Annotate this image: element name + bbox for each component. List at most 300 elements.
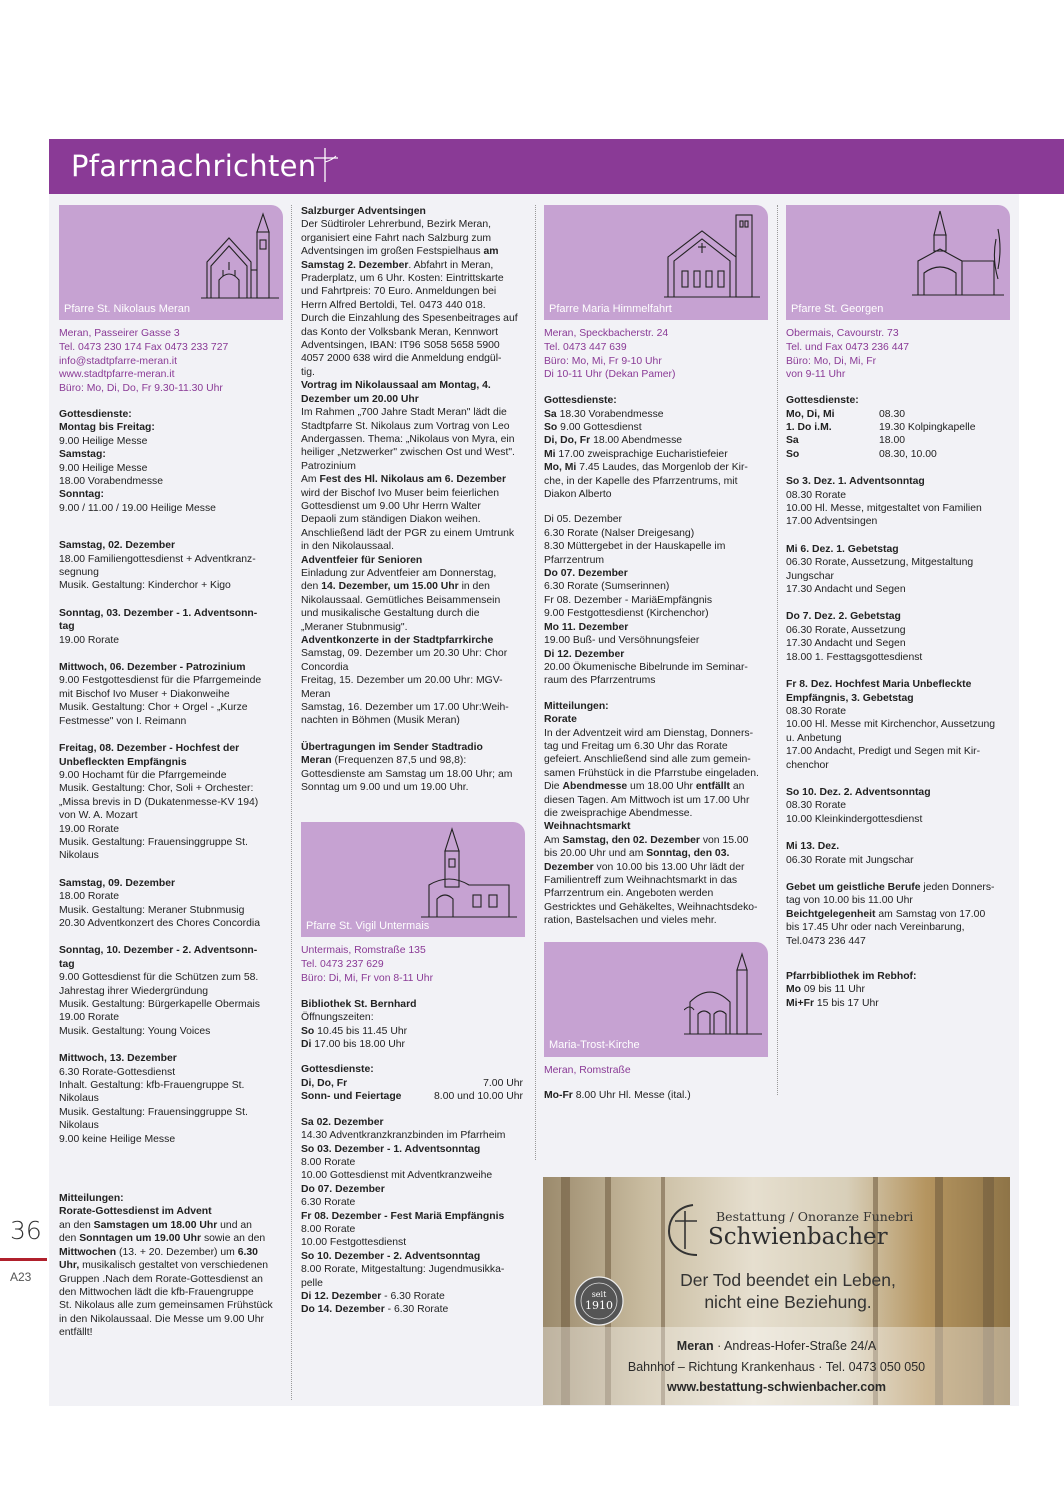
text: musikalisch gestaltet von verschiedenen — [79, 1260, 269, 1272]
text-line — [544, 847, 766, 860]
text-line — [301, 1129, 523, 1142]
seal-since: seit — [591, 1290, 607, 1299]
text-line — [786, 970, 1008, 983]
text: Im Rahmen „700 Jahre Stadt Meran" lädt die — [301, 407, 507, 419]
bold-text: Sonntagen um 19.00 Uhr — [79, 1233, 202, 1245]
office-hours: Büro: Mo, Di, Mi, Fr — [786, 355, 877, 367]
text: pelle — [301, 1277, 323, 1289]
text: 15 bis 17 Uhr — [814, 997, 879, 1009]
text: Anschließend lädt der PGR zu einem Umtrunk — [301, 527, 515, 539]
issue-code: A23 — [10, 1270, 32, 1284]
text-line — [301, 1303, 523, 1316]
text-line — [544, 901, 766, 914]
event-heading: Sonntag, 03. Dezember - 1. Adventsonn- — [59, 607, 258, 619]
parish-name: Pfarre St. Vigil Untermais — [306, 920, 430, 933]
event-line: mit Bischof Ivo Muser + Diakonweihe — [59, 688, 230, 700]
bold-text: am — [483, 246, 499, 258]
ad-street: · Andreas-Hofer-Straße 24/A — [713, 1339, 877, 1353]
text-line — [544, 580, 766, 593]
text-line — [301, 781, 523, 794]
text: 10.45 bis 11.45 Uhr — [314, 1025, 408, 1037]
text: 6.30 Rorate — [301, 1197, 356, 1209]
event-line: Nikolaus — [59, 1093, 99, 1105]
text-line — [301, 500, 523, 513]
text-line — [301, 513, 523, 526]
section-title: Pfarrnachrichten — [71, 149, 317, 183]
seal-year: 1910 — [585, 1299, 613, 1312]
text-line — [544, 1089, 766, 1102]
text-line — [301, 1196, 523, 1209]
bold-text: Gebet um geistliche Berufe — [786, 881, 921, 893]
text: bis 17.45 Uhr oder nach Vereinbarung, — [786, 922, 965, 934]
service-day: Mo, Di, Mi — [786, 408, 835, 420]
text-line — [59, 1326, 284, 1339]
church-card — [544, 942, 768, 1057]
text: heiliger „Netzwerker" zwischen Ost und West". — [301, 447, 515, 459]
text: sowie an den — [201, 1233, 266, 1245]
text-line — [544, 421, 766, 434]
event-heading: So 10. Dez. 2. Adventsonntag — [786, 786, 931, 798]
event-line: 08.30 Rorate — [786, 489, 847, 501]
text: 10.00 Gottesdienst mit Adventkranzweihe — [301, 1170, 493, 1182]
slogan-line: nicht eine Beziehung. — [704, 1292, 872, 1312]
text: und musikalische Gestaltung durch die — [301, 608, 480, 620]
text-line — [786, 894, 1008, 907]
text: In der Adventzeit wird am Dienstag, Donners- — [544, 727, 754, 739]
text-line — [786, 983, 1008, 996]
text-line — [301, 259, 523, 272]
text: Am — [544, 834, 563, 846]
address-line: Meran, Passeirer Gasse 3 — [59, 328, 180, 339]
office-hours: Di 10-11 Uhr (Dekan Pamer) — [544, 369, 676, 381]
text-line — [301, 420, 523, 433]
parish-address — [786, 327, 1008, 382]
bold-text: Mi — [544, 448, 556, 460]
text-line — [544, 820, 766, 833]
email-link[interactable]: info@stadtpfarre-meran.it — [59, 355, 177, 367]
column-divider — [777, 205, 778, 1095]
text-line — [301, 366, 523, 379]
notices-block — [59, 1192, 284, 1339]
event — [786, 786, 1008, 826]
text: „Meraner Stubnmusig". — [301, 621, 408, 633]
text: von 10.00 bis 13.00 Uhr lädt der — [593, 861, 745, 873]
text: 8.00 Uhr Hl. Messe (ital.) — [572, 1090, 691, 1102]
text-line — [301, 741, 523, 754]
text: 10.00 Festgottesdienst — [301, 1237, 407, 1249]
bold-text: Fest des Hl. Nikolaus am 6. Dezember — [319, 474, 507, 486]
event — [59, 661, 284, 728]
text-line — [544, 434, 766, 447]
text: Pfarrzentrum — [544, 554, 605, 566]
text: Samstag, 16. Dezember um 17.00 Uhr:Weih- — [301, 702, 509, 714]
event-heading: Mi 6. Dez. 1. Gebetstag — [786, 543, 899, 555]
text-line — [544, 727, 766, 740]
office-hours: Büro: Di, Mi, Fr von 8-11 Uhr — [301, 973, 434, 985]
text-line — [59, 1273, 284, 1286]
address-line: Obermais, Cavourstr. 73 — [786, 328, 899, 339]
event-line: u. Anbetung — [786, 732, 842, 744]
text-line — [544, 648, 766, 661]
parish-card — [59, 205, 283, 320]
service-row — [786, 448, 1008, 461]
service-day: Sa — [786, 435, 799, 447]
church-illustration — [419, 827, 519, 919]
bold-text: Di, Do, Fr — [544, 435, 591, 447]
text-line — [301, 580, 523, 593]
text: Gruppen .Nach dem Rorate-Gottesdienst an — [59, 1273, 263, 1285]
event-line: Jungschar — [786, 570, 834, 582]
address-line: Meran, Romstraße — [544, 1064, 631, 1076]
text-line — [59, 1259, 284, 1272]
text: in den Nikolaussaal. — [301, 541, 394, 553]
parish-address — [301, 944, 523, 985]
text: Gottesdienst um 9.00 Uhr Herrn Walter — [301, 500, 481, 512]
text-line — [301, 661, 523, 674]
event-line: 18.00 1. Festtagsgottesdienst — [786, 651, 923, 663]
text-line — [544, 874, 766, 887]
phone-line: Tel. 0473 237 629 — [301, 959, 384, 971]
text: tig. — [301, 366, 315, 378]
event-line: 17.00 Adventsingen — [786, 516, 878, 528]
text: Fr 08. Dezember - MariäEmpfängnis — [544, 594, 713, 606]
text: in den — [458, 581, 490, 593]
text-line — [301, 1116, 523, 1129]
mass-times — [544, 1089, 766, 1102]
text: . Abfahrt in Meran, — [408, 259, 494, 271]
event — [786, 840, 1008, 867]
services-block — [59, 408, 284, 515]
service-row — [786, 421, 1008, 434]
event-line: Nikolaus — [59, 850, 99, 862]
text: 19.00 Buß- und Versöhnungsfeier — [544, 635, 700, 647]
text-line — [786, 997, 1008, 1010]
services-block — [301, 1063, 523, 1103]
text-line — [301, 352, 523, 365]
notice-title: Rorate-Gottesdienst im Advent — [59, 1206, 212, 1218]
event-line: Musik. Gestaltung: Young Voices — [59, 1025, 211, 1037]
text-line — [301, 1210, 523, 1223]
event — [59, 944, 284, 1038]
text-line — [544, 807, 766, 820]
text: 6.30 Rorate (Nalser Dreigesang) — [544, 527, 695, 539]
bold-text: Mittwochen — [59, 1246, 117, 1258]
service-row — [301, 1077, 523, 1090]
text: gefeiert. Anschließend sind alle zum gemein- — [544, 754, 751, 766]
event — [59, 742, 284, 863]
text: - 6.30 Rorate — [381, 1290, 445, 1302]
event — [59, 539, 284, 593]
text-line — [301, 1183, 523, 1196]
text-line — [59, 1219, 284, 1232]
event-line: 6.30 Rorate-Gottesdienst — [59, 1066, 176, 1078]
event-line: 18.00 Rorate — [59, 891, 120, 903]
text-line — [301, 768, 523, 781]
bold-text: Mi+Fr — [786, 997, 815, 1009]
event-line: Musik. Gestaltung: Frauensinggruppe St. — [59, 836, 248, 848]
text: Meran — [301, 688, 331, 700]
services-heading: Gottesdienste: — [786, 395, 859, 407]
text-line — [301, 1025, 523, 1038]
bold-text: Sa — [544, 408, 557, 420]
website-link[interactable]: www.stadtpfarre-meran.it — [59, 369, 175, 381]
service-time: 9.00 Heilige Messe — [59, 462, 148, 474]
funeral-home-advertisement[interactable] — [543, 1177, 1010, 1405]
event-heading: Empfängnis, 3. Gebetstag — [786, 692, 914, 704]
event-line: 10.00 Hl. Messe mit Kirchenchor, Aussetzung — [786, 719, 996, 731]
text-line — [544, 740, 766, 753]
text-line — [544, 753, 766, 766]
text-line — [301, 688, 523, 701]
bold-text: Salzburger Adventsingen — [301, 206, 426, 217]
text: die zweisprachige Abendmesse. — [544, 807, 693, 819]
text: entfällt! — [59, 1327, 93, 1339]
text: in den Nikolaussaal. Die Messe um 9.00 Uhr — [59, 1313, 265, 1325]
text: 17.00 bis 18.00 Uhr — [311, 1039, 405, 1051]
text-line — [544, 700, 766, 713]
event — [786, 678, 1008, 772]
events-list — [544, 513, 766, 687]
text: und Fahrtpreis: 70 Euro. Anmeldungen bei — [301, 286, 497, 298]
event-heading: Freitag, 08. Dezember - Hochfest der — [59, 743, 240, 755]
event — [59, 607, 284, 647]
text: 6.30 Rorate (Sumserinnen) — [544, 581, 670, 593]
bold-text: entfällt — [695, 781, 730, 793]
bold-text: Samstag, den 02. Dezember — [562, 834, 700, 846]
service-day: Di, Do, Fr — [301, 1077, 348, 1089]
event-line: chenchor — [786, 759, 829, 771]
event-heading: Fr 8. Dez. Hochfest Maria Unbefleckte — [786, 679, 972, 691]
cross-icon — [311, 147, 341, 183]
bold-text: Vortrag im Nikolaussaal am Montag, 4. — [301, 380, 491, 392]
bold-text: So 03. Dezember - 1. Adventsonntag — [301, 1143, 481, 1155]
text: Adventsingen, IBAN: IT96 S058 5658 5900 — [301, 340, 500, 352]
office-hours: Büro: Mo, Mi, Fr 9-10 Uhr — [544, 355, 662, 367]
text: Stadtpfarre St. Nikolaus zum Vortrag von Leo — [301, 420, 510, 432]
text-line — [544, 887, 766, 900]
text-line — [301, 446, 523, 459]
bold-text: Di 12. Dezember — [544, 648, 625, 660]
text: Gottesdienste am Samstag um 18.00 Uhr; am — [301, 768, 513, 780]
service-day: 1. Do i.M. — [786, 422, 832, 433]
event-line: 19.00 Rorate — [59, 1012, 120, 1024]
text-line — [301, 754, 523, 767]
text-line — [301, 473, 523, 486]
event-line: 9.00 Festgottesdienst für die Pfarrgemeinde — [59, 675, 262, 687]
text-line — [301, 433, 523, 446]
event-line: Jahrestag ihrer Wiedergründung — [59, 985, 209, 997]
text-line — [301, 1277, 523, 1290]
church-illustration — [199, 210, 281, 300]
text: 8.30 Müttergebet in der Hauskapelle im — [544, 541, 726, 553]
text: Di 05. Dezember — [544, 514, 622, 526]
text-line — [544, 634, 766, 647]
bold-text: 6.30 — [237, 1246, 258, 1258]
prayer-block — [786, 881, 1008, 948]
bold-text: Mo — [786, 984, 802, 996]
column-divider — [535, 205, 536, 1160]
bold-text: 14. Dezember, um 15.00 Uhr — [321, 581, 459, 593]
text: tag von 10.00 bis 11.00 Uhr — [786, 895, 913, 907]
event — [786, 543, 1008, 597]
library-heading: Bibliothek St. Bernhard — [301, 998, 417, 1010]
service-day: Sonntag: — [59, 489, 105, 501]
bold-text: Mo-Fr — [544, 1090, 573, 1102]
church-illustration — [912, 209, 1004, 299]
text: von 15.00 — [699, 834, 749, 846]
event-line: von W. A. Mozart — [59, 810, 138, 822]
service-day: Montag bis Freitag: — [59, 422, 155, 434]
service-day: Samstag: — [59, 449, 106, 461]
event-line: Musik. Gestaltung: Kinderchor + Kigo — [59, 580, 231, 592]
text-line — [544, 527, 766, 540]
parish-name: Pfarre Maria Himmelfahrt — [549, 302, 672, 315]
text: 17.00 zweisprachige Eucharistiefeier — [555, 448, 728, 460]
service-row — [786, 434, 1008, 447]
bold-text: Pfarrbibliothek im Rebhof: — [786, 971, 917, 982]
text-line — [301, 567, 523, 580]
text: Nikolaussaal. Gemütliches Beisammensein — [301, 594, 501, 606]
text-line — [59, 1246, 284, 1259]
office-hours: Büro: Mo, Di, Do, Fr 9.30-11.30 Uhr — [59, 383, 223, 395]
event-heading: Mi 13. Dez. — [786, 841, 840, 853]
cross-logo-icon — [663, 1201, 709, 1259]
text: an den — [59, 1219, 94, 1231]
event-line: 9.00 Hochamt für die Pfarrgemeinde — [59, 769, 227, 781]
bold-text: Do 07. Dezember — [544, 568, 628, 580]
column-st-vigil — [301, 205, 523, 1317]
text-line — [301, 272, 523, 285]
text: 8.00 Rorate — [301, 1156, 356, 1168]
event — [59, 1052, 284, 1146]
bold-text: Adventkonzerte in der Stadtpfarrkirche — [301, 635, 494, 646]
text-line — [544, 767, 766, 780]
text-line — [786, 935, 1008, 948]
text: 18.00 Abendmesse — [590, 435, 683, 447]
text: Praderplatz, um 6 Uhr. Kosten: Eintrittskarte — [301, 273, 504, 285]
text-line — [301, 621, 523, 634]
text: Durch die Einzahlung des Spesenbeitrages auf — [301, 313, 518, 325]
column-st-nikolaus — [59, 205, 284, 1340]
library-hours — [301, 1011, 523, 1051]
phone-line: Tel. 0473 230 174 Fax 0473 233 727 — [59, 341, 229, 353]
event-heading: Samstag, 02. Dezember — [59, 540, 176, 552]
parish-card — [301, 822, 525, 937]
text-line — [301, 1143, 523, 1156]
text-line — [544, 794, 766, 807]
text: Am — [301, 474, 320, 486]
text: St. Nikolaus alle zum gemeinsamen Frühstück — [59, 1300, 273, 1312]
bold-text: Adventfeier für Senioren — [301, 554, 423, 566]
event-heading: Sonntag, 10. Dezember - 2. Adventsonn- — [59, 945, 258, 957]
events-list — [301, 1116, 523, 1317]
office-hours: von 9-11 Uhr — [786, 369, 846, 381]
text: an — [729, 781, 745, 793]
text-line — [301, 312, 523, 325]
event-line: Musik. Gestaltung: Chor, Soli + Orchester: — [59, 783, 254, 795]
bold-text: Do 14. Dezember — [301, 1304, 385, 1316]
text-line — [59, 1232, 284, 1245]
text-line — [301, 554, 523, 567]
text-line — [301, 406, 523, 419]
event — [786, 475, 1008, 529]
text: 4057 2000 638 wird die Anmeldung endgül- — [301, 353, 502, 365]
text: (13. + 20. Dezember) um — [116, 1246, 238, 1258]
event-line: 10.00 Kleinkindergottesdienst — [786, 813, 923, 825]
text-line — [544, 594, 766, 607]
event-line: 08.30 Rorate — [786, 800, 847, 812]
text: Gestricktes und Gehäkeltes, Weihnachtsdeko- — [544, 901, 758, 913]
text: diesen Tagen. Am Mittwoch ist um 17.00 Uhr — [544, 794, 750, 806]
text: 8.00 Rorate — [301, 1223, 356, 1235]
event-line: Musik. Gestaltung: Chor + Orgel - „Kurze — [59, 702, 248, 714]
bold-text: Di 12. Dezember — [301, 1290, 382, 1302]
text-line — [301, 714, 523, 727]
event-line: 06.30 Rorate mit Jungschar — [786, 854, 914, 866]
ad-website-link[interactable]: www.bestattung-schwienbacher.com — [666, 1380, 887, 1394]
text-line — [544, 513, 766, 526]
parish-card — [544, 205, 768, 320]
parish-address — [544, 327, 766, 382]
library-block — [786, 970, 1008, 1010]
text-line — [544, 914, 766, 927]
text: 18.30 Vorabendmesse — [556, 408, 664, 420]
column-maria-himmelfahrt — [544, 205, 766, 1103]
phone-line: Tel. 0473 447 639 — [544, 341, 627, 353]
event-line: „Missa brevis in D (Dukatenmesse-KV 194) — [59, 796, 259, 808]
text: 8.00 Rorate, Mitgestaltung: Jugendmusikka- — [301, 1264, 505, 1276]
bold-text: Dezember — [544, 861, 594, 873]
text-line — [544, 408, 766, 421]
text-line — [544, 861, 766, 874]
text-line — [544, 461, 766, 474]
text-line — [544, 554, 766, 567]
text-line — [301, 647, 523, 660]
event-line: 18.00 Familiengottesdienst + Adventkranz- — [59, 553, 256, 565]
text: Sonntag um 9.00 und um 19.00 Uhr. — [301, 782, 469, 794]
service-time: 18.00 — [879, 435, 906, 447]
events-list — [59, 539, 284, 1146]
text-line — [301, 379, 523, 392]
event-line: 10.00 Hl. Messe, mitgestaltet von Familien — [786, 503, 982, 515]
text: bis 20.00 Uhr und am — [544, 848, 647, 860]
text-line — [301, 460, 523, 473]
service-time: 9.00 Heilige Messe — [59, 435, 148, 447]
text: (Frequenzen 87,5 und 98,8): — [331, 755, 467, 767]
column-divider — [291, 205, 292, 1400]
event-line: 17.30 Andacht und Segen — [786, 584, 906, 596]
text: Freitag, 15. Dezember um 20.00 Uhr: MGV- — [301, 675, 503, 687]
service-time: 8.00 und 10.00 Uhr — [434, 1091, 523, 1103]
event-line: 06.30 Rorate, Aussetzung — [786, 624, 906, 636]
text-line — [544, 448, 766, 461]
brand-tagline: Bestattung / Onoranze Funebri — [716, 1209, 914, 1224]
bold-text: Weihnachtsmarkt — [544, 821, 631, 833]
church-illustration — [664, 209, 760, 301]
event-line: 06.30 Rorate, Aussetzung, Mitgestaltung — [786, 557, 974, 569]
bold-text: Sonntag, den 03. — [646, 848, 730, 860]
events-list — [786, 475, 1008, 867]
address-line: Meran, Speckbacherstr. 24 — [544, 328, 669, 339]
text-line — [544, 713, 766, 726]
text-line — [544, 607, 766, 620]
text: Die — [544, 781, 563, 793]
text: Einladung zur Adventfeier am Donnerstag, — [301, 567, 497, 579]
event-line: 20.30 Adventkonzert des Chores Concordia — [59, 917, 261, 929]
text-line — [301, 540, 523, 553]
text: Andergassen. Thema: „Nikolaus von Myra, ein — [301, 433, 515, 445]
services-heading: Gottesdienste: — [59, 408, 132, 420]
